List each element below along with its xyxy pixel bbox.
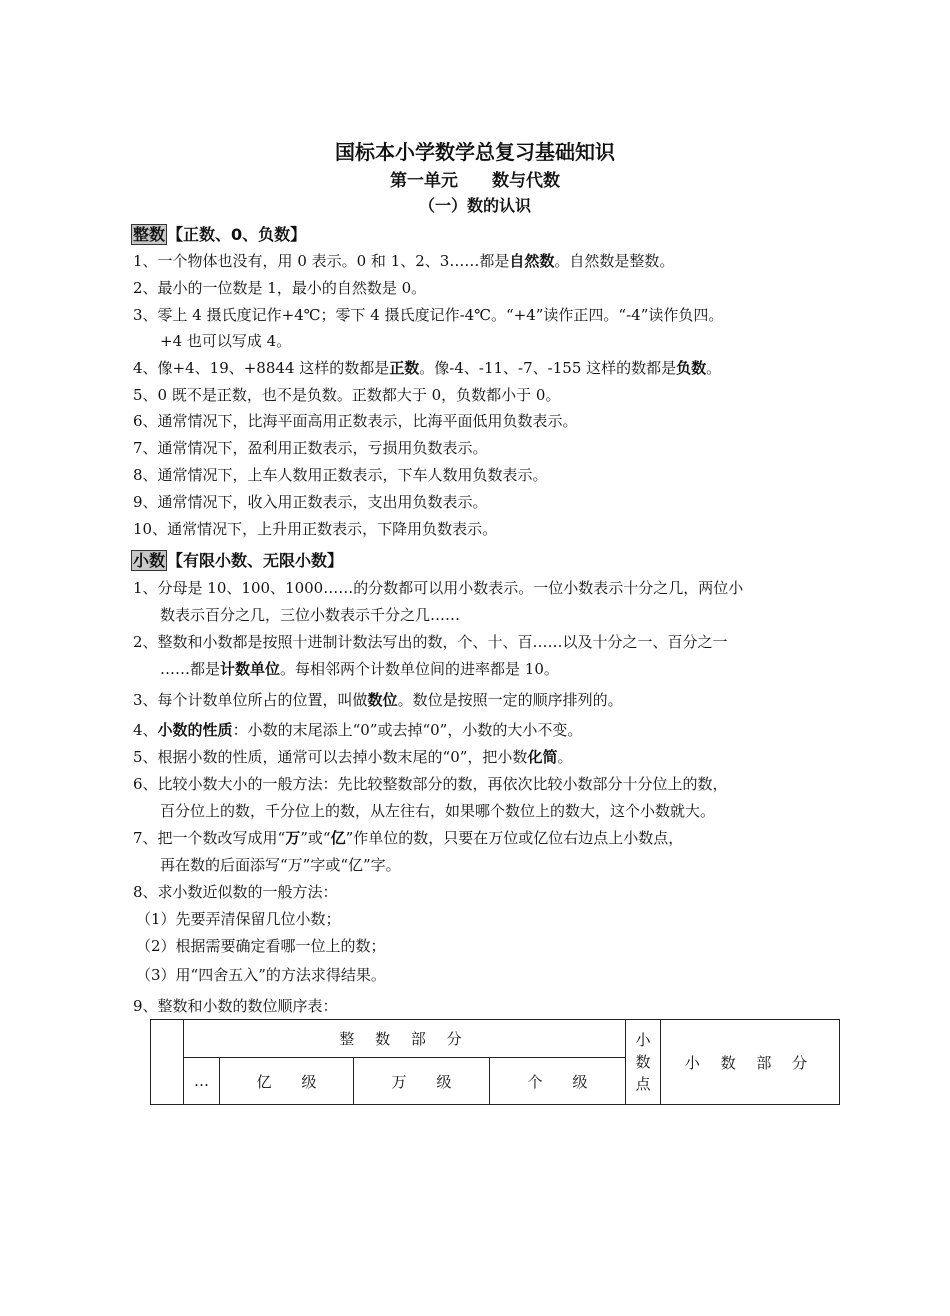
document-title: 国标本小学数学总复习基础知识 — [335, 140, 615, 164]
decimal-point-char-1: 小 — [635, 1031, 651, 1049]
integers-heading — [131, 222, 306, 245]
place-value-table — [150, 1019, 840, 1105]
decimal-point-header — [626, 1020, 661, 1105]
integer-item-7: 7、通常情况下，盈利用正数表示，亏损用负数表示。 — [133, 439, 488, 457]
integer-item-6: 6、通常情况下，比海平面高用正数表示，比海平面低用负数表示。 — [133, 412, 578, 430]
integer-part-header: 整 数 部 分 — [184, 1020, 626, 1058]
decimal-item-9: 9、整数和小数的数位顺序表： — [133, 997, 338, 1015]
integer-item-3: 3、零上 4 摄氏度记作+4℃；零下 4 摄氏度记作-4℃。“+4”读作正四。“-4”读作负四。 — [133, 306, 724, 324]
integers-tag: 整数 — [133, 225, 166, 244]
integer-item-2: 2、最小的一位数是 1，最小的自然数是 0。 — [133, 279, 427, 297]
decimal-item-1: 1、分母是 10、100、1000……的分数都可以用小数表示。一位小数表示十分之几，两位小 — [133, 579, 744, 597]
integer-item-3-cont: +4 也可以写成 4。 — [160, 332, 292, 350]
decimal-point-char-3: 点 — [635, 1075, 651, 1093]
ge-level-cell: 个 级 — [490, 1058, 626, 1105]
decimal-part-header: 小 数 部 分 — [661, 1020, 840, 1105]
decimal-item-2-cont: ……都是计数单位。每相邻两个计数单位间的进率都是 10。 — [160, 660, 559, 678]
section-heading: （一）数的认识 — [418, 196, 531, 215]
integer-item-5: 5、0 既不是正数，也不是负数。正数都大于 0，负数都小于 0。 — [133, 386, 561, 404]
decimal-item-7: 7、把一个数改写成用“万”或“亿”作单位的数，只要在万位或亿位右边点上小数点， — [133, 829, 684, 847]
decimal-item-8-step-2: （2）根据需要确定看哪一位上的数； — [136, 937, 386, 955]
integer-item-8: 8、通常情况下，上车人数用正数表示，下车人数用负数表示。 — [133, 466, 548, 484]
decimal-item-8-step-3: （3）用“四舍五入”的方法求得结果。 — [136, 966, 386, 984]
integers-subtitle: 【正数、0、负数】 — [167, 225, 307, 244]
decimal-item-2: 2、整数和小数都是按照十进制计数法写出的数，个、十、百……以及十分之一、百分之一 — [133, 633, 728, 651]
decimal-item-4: 4、小数的性质：小数的末尾添上“0”或去掉“0”，小数的大小不变。 — [133, 721, 583, 739]
unit-name: 第一单元 — [390, 171, 458, 191]
decimal-item-5: 5、根据小数的性质，通常可以去掉小数末尾的“0”，把小数化简。 — [133, 748, 573, 766]
decimals-heading — [131, 548, 343, 571]
yi-level-cell: 亿 级 — [220, 1058, 354, 1105]
unit-heading — [0, 166, 950, 191]
decimals-subtitle: 【有限小数、无限小数】 — [167, 551, 344, 570]
decimal-item-3: 3、每个计数单位所占的位置，叫做数位。数位是按照一定的顺序排列的。 — [133, 691, 623, 709]
integer-item-4: 4、像+4、19、+8844 这样的数都是正数。像-4、-11、-7、-155 这样的数都是负数。 — [133, 359, 722, 377]
decimal-item-6-cont: 百分位上的数，千分位上的数，从左往右，如果哪个数位上的数大，这个小数就大。 — [160, 802, 716, 820]
decimal-item-8-step-1: （1）先要弄清保留几位小数； — [136, 910, 341, 928]
integer-item-1: 1、一个物体也没有，用 0 表示。0 和 1、2、3……都是自然数。自然数是整数。 — [133, 252, 675, 270]
wan-level-cell: 万 级 — [354, 1058, 490, 1105]
table-blank-cell — [151, 1020, 184, 1105]
integer-item-9: 9、通常情况下，收入用正数表示，支出用负数表示。 — [133, 493, 488, 511]
decimal-item-8: 8、求小数近似数的一般方法： — [133, 883, 338, 901]
integer-item-10: 10、通常情况下，上升用正数表示，下降用负数表示。 — [133, 520, 498, 538]
decimals-tag: 小数 — [133, 551, 166, 570]
decimal-point-char-2: 数 — [635, 1053, 651, 1071]
ellipsis-cell: … — [184, 1058, 220, 1105]
decimal-item-6: 6、比较小数大小的一般方法：先比较整数部分的数，再依次比较小数部分十分位上的数， — [133, 775, 728, 793]
unit-topic: 数与代数 — [492, 171, 560, 191]
decimal-item-1-cont: 数表示百分之几，三位小数表示千分之几…… — [160, 606, 461, 624]
decimal-item-7-cont: 再在数的后面添写“万”字或“亿”字。 — [160, 856, 401, 874]
